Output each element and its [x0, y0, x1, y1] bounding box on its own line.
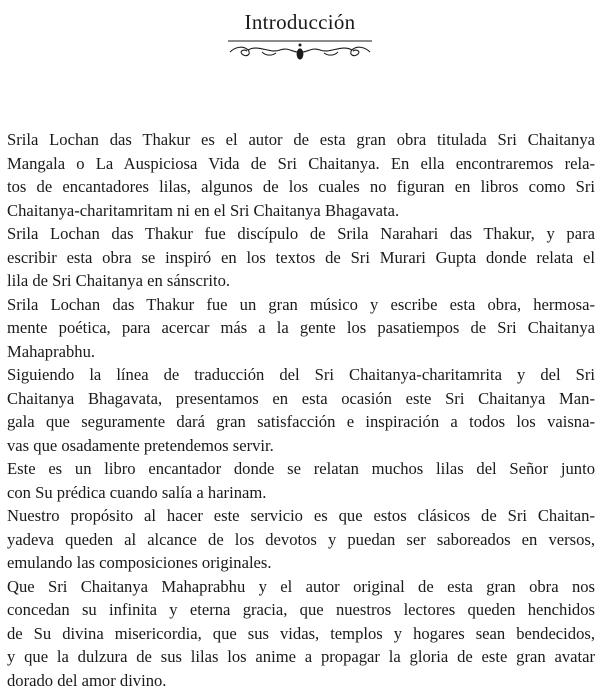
text-line: Srila Lochan das Thakur fue un gran músico y escribe esta obra, hermosa-: [7, 294, 595, 314]
page-title: Introducción: [244, 10, 356, 34]
text-line: escribir esta obra se inspiró en los textos de Sri Murari Gupta donde relata el: [7, 247, 595, 267]
text-line: Siguiendo la línea de traducción del Sri Chaitanya-charitamrita y del Sri: [7, 365, 595, 384]
text-line: de Su divina misericordia, que sus vidas, templos y hogares sean bendecidos,: [7, 623, 595, 643]
text-line: dorado del amor divino.: [7, 670, 167, 690]
text-line: Mahaprabhu.: [7, 341, 96, 361]
introduction-body: [7, 128, 595, 692]
text-line: y que la dulzura de sus lilas los anime a propagar la gloria de este gran avatar: [7, 647, 595, 666]
text-line: yadeva queden al alcance de los devotos y puedan ser saboreados en versos,: [7, 529, 595, 549]
text-line: concedan su infinita y eterna gracia, que nuestros lectores queden henchidos: [7, 600, 595, 619]
text-line: Este es un libro encantador donde se relatan muchos lilas del Señor junto: [7, 459, 595, 478]
flourish-ornament-icon: [222, 38, 378, 66]
text-line: Srila Lochan das Thakur fue discípulo de Srila Narahari das Thakur, y para: [7, 224, 595, 243]
text-line: Chaitanya Bhagavata, presentamos en esta ocasión este Sri Chaitanya Man-: [7, 388, 595, 408]
text-line: emulando las composiciones originales.: [7, 553, 272, 572]
text-line: Mangala o La Auspiciosa Vida de Sri Chaitanya. En ella encontraremos rela-: [7, 153, 595, 173]
text-line: tos de encantadores lilas, algunos de los cuales no figuran en libros como Sri: [7, 177, 595, 196]
text-line: Srila Lochan das Thakur es el autor de esta gran obra titulada Sri Chaitanya: [7, 130, 595, 149]
text-line: Que Sri Chaitanya Mahaprabhu y el autor original de esta gran obra nos: [7, 576, 595, 596]
text-line: con Su prédica cuando salía a harinam.: [7, 482, 267, 502]
text-line: Nuestro propósito al hacer este servicio es que estos clásicos de Sri Chaitan-: [7, 506, 595, 525]
text-line: vas que osadamente pretendemos servir.: [7, 435, 274, 455]
text-line: gala que seguramente dará gran satisfacción e inspiración a todos los vaisna-: [7, 412, 595, 431]
text-line: Chaitanya-charitamritam ni en el Sri Chaitanya Bhagavata.: [7, 200, 400, 220]
text-line: lila de Sri Chaitanya en sánscrito.: [7, 271, 231, 290]
text-line: mente poética, para acercar más a la gente los pasatiempos de Sri Chaitanya: [7, 318, 595, 337]
